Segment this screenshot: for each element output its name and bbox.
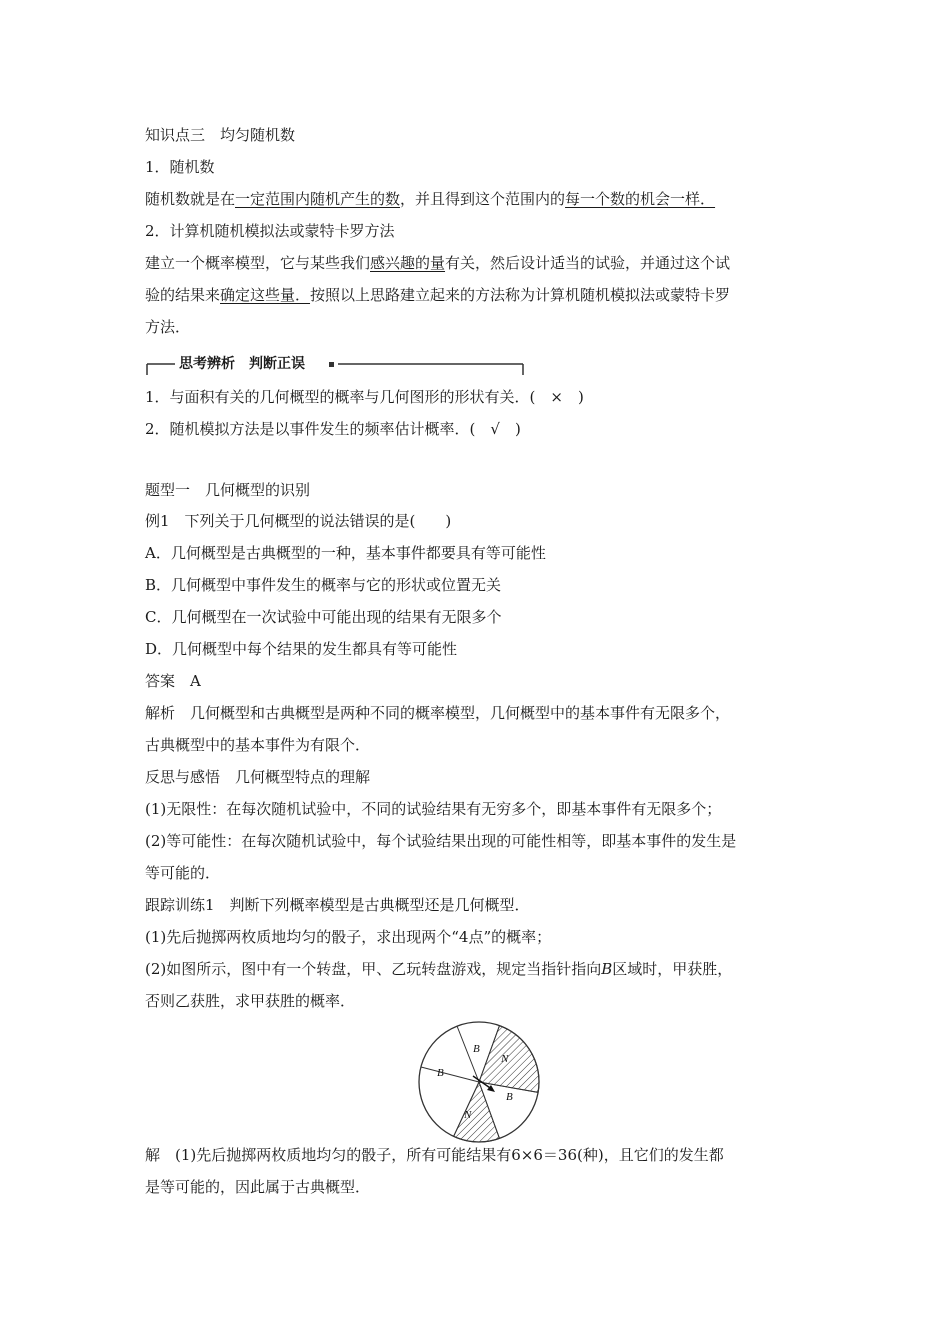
item1-text-b: ，并且得到这个范围内的 <box>400 190 566 208</box>
spinner-figure <box>417 1020 541 1144</box>
practice-title: 跟踪训练1 判断下列概率模型是古典概型还是几何概型． <box>145 896 530 914</box>
practice-2a-post: 区域时，甲获胜， <box>612 960 733 978</box>
item2-line1-a: 建立一个概率模型，它与某些我们 <box>145 254 371 272</box>
judgment-1: 1．与面积有关的几何概型的概率与几何图形的形状有关．( × ) <box>145 388 584 406</box>
item2-line1-b: 有关，然后设计适当的试验，并通过这个试 <box>445 254 731 272</box>
label-b-top: B <box>473 1043 480 1055</box>
analysis-line2: 古典概型中的基本事件为有限个． <box>145 736 371 754</box>
practice-2a-var: B <box>601 960 613 978</box>
label-b-left: B <box>437 1067 444 1079</box>
judgment-2: 2．随机模拟方法是以事件发生的频率估计概率．( √ ) <box>145 420 521 438</box>
solution-line2: 是等可能的，因此属于古典概型． <box>145 1178 371 1196</box>
practice-2a <box>145 959 732 979</box>
option-a: A．几何概型是古典概型的一种，基本事件都要具有等可能性 <box>145 544 546 562</box>
answer: 答案 A <box>145 672 201 690</box>
practice-2b: 否则乙获胜，求甲获胜的概率． <box>145 992 356 1010</box>
example-stem: 例1 下列关于几何概型的说法错误的是( ) <box>145 512 452 530</box>
item1-text <box>145 189 715 209</box>
practice-2a-pre: (2)如图所示，图中有一个转盘，甲、乙玩转盘游戏，规定当指针指向 <box>145 960 602 978</box>
think-banner <box>145 355 525 377</box>
reflection-1: (1)无限性：在每次随机试验中，不同的试验结果有无穷多个，即基本事件有无限多个； <box>145 800 722 818</box>
divider-6 <box>421 1067 479 1082</box>
reflection-2a: (2)等可能性：在每次随机试验中，每个试验结果出现的可能性相等，即基本事件的发生是 <box>145 832 737 850</box>
option-b: B．几何概型中事件发生的概率与它的形状或位置无关 <box>145 576 502 594</box>
banner-title: 思考辨析 判断正误 <box>179 356 305 372</box>
item2-line2-b: 按照以上思路建立起来的方法称为计算机随机模拟法或蒙特卡罗 <box>310 286 731 304</box>
item2-line2-underline: 确定这些量． <box>220 286 311 304</box>
reflection-title: 反思与感悟 几何概型特点的理解 <box>145 768 371 786</box>
sector-n-top <box>479 1026 539 1093</box>
option-d: D．几何概型中每个结果的发生都具有等可能性 <box>145 640 458 658</box>
knowledge-heading: 知识点三 均匀随机数 <box>145 126 296 144</box>
item1-underline-2: 每一个数的机会一样． <box>565 190 716 208</box>
item2-line3: 方法． <box>145 318 191 336</box>
item2-title: 2．计算机随机模拟法或蒙特卡罗方法 <box>145 222 395 240</box>
type1-heading: 题型一 几何概型的识别 <box>145 481 311 499</box>
item2-line2-a: 验的结果来 <box>145 286 221 304</box>
item1-underline-1: 一定范围内随机产生的数 <box>235 190 401 208</box>
item1-text-a: 随机数就是在 <box>145 190 236 208</box>
reflection-2b: 等可能的． <box>145 864 221 882</box>
option-c: C．几何概型在一次试验中可能出现的结果有无限多个 <box>145 608 502 626</box>
item2-line2 <box>145 285 730 305</box>
item2-line1 <box>145 253 730 273</box>
analysis-line1: 解析 几何概型和古典概型是两种不同的概率模型，几何概型中的基本事件有无限多个， <box>145 704 731 722</box>
item1-title: 1．随机数 <box>145 158 215 176</box>
spinner-svg <box>417 1020 541 1144</box>
label-n-top: N <box>501 1053 509 1065</box>
practice-1: (1)先后抛掷两枚质地均匀的骰子，求出现两个“4点”的概率； <box>145 928 552 946</box>
label-b-right: B <box>506 1091 513 1103</box>
solution-line1: 解 (1)先后抛掷两枚质地均匀的骰子，所有可能结果有6×6＝36(种)，且它们的发生都 <box>145 1146 724 1164</box>
item2-line1-underline: 感兴趣的量 <box>370 254 446 272</box>
label-n-bottom: N <box>464 1109 472 1121</box>
